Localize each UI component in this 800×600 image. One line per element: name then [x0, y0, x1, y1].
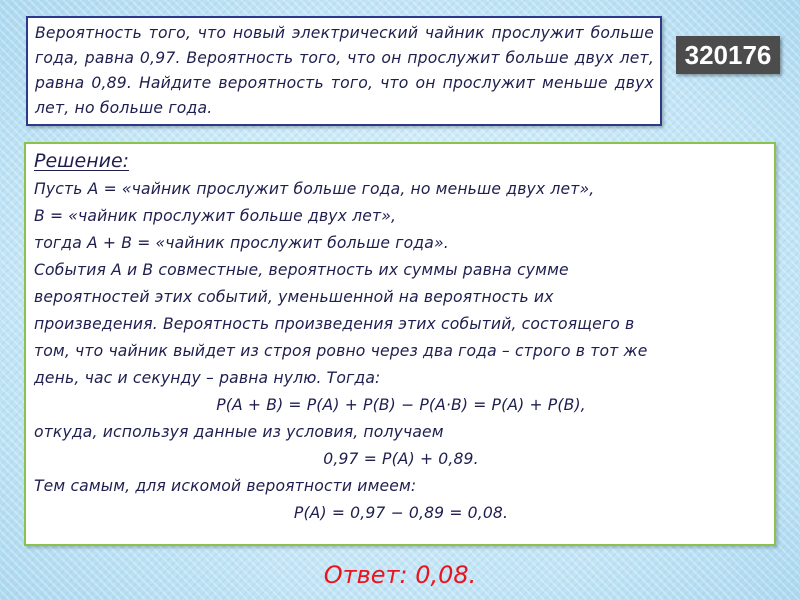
solution-line: произведения. Вероятность произведения этих событий, состоящего в	[34, 315, 635, 333]
solution-line: вероятностей этих событий, уменьшенной на вероятность их	[34, 288, 554, 306]
solution-line: События A и В совместные, вероятность их суммы равна сумме	[34, 261, 569, 279]
formula-result: P(A) = 0,97 − 0,89 = 0,08.	[293, 504, 509, 522]
solution-line: тогда A + B = «чайник прослужит больше года».	[34, 234, 449, 252]
solution-line: В = «чайник прослужит больше двух лет»,	[34, 207, 397, 225]
solution-box	[24, 142, 776, 546]
problem-statement-box	[26, 16, 662, 126]
solution-line: день, час и секунду – равна нулю. Тогда:	[34, 369, 381, 387]
task-number-badge: 320176	[676, 36, 780, 74]
solution-line: откуда, используя данные из условия, получаем	[34, 423, 444, 441]
solution-line: Пусть A = «чайник прослужит больше года, но меньше двух лет»,	[34, 180, 595, 198]
formula-substitution: 0,97 = P(A) + 0,89.	[323, 450, 479, 468]
problem-text: Вероятность того, что новый электрический чайник прослужит больше года, равна 0,97. Вероятность того, что он прослужит больше двух лет, равна 0,89. Найдите вероятность того, что он прослужит меньше двух лет, но больше года.	[35, 24, 654, 117]
solution-line: Тем самым, для искомой вероятности имеем:	[34, 477, 417, 495]
formula-sum-probability: P(A + B) = P(A) + P(B) − P(A·B) = P(A) + P(B),	[216, 396, 586, 414]
solution-title: Решение:	[34, 150, 130, 172]
solution-line: том, что чайник выйдет из строя ровно через два года – строго в тот же	[34, 342, 648, 360]
answer-text: Ответ: 0,08.	[323, 561, 477, 589]
